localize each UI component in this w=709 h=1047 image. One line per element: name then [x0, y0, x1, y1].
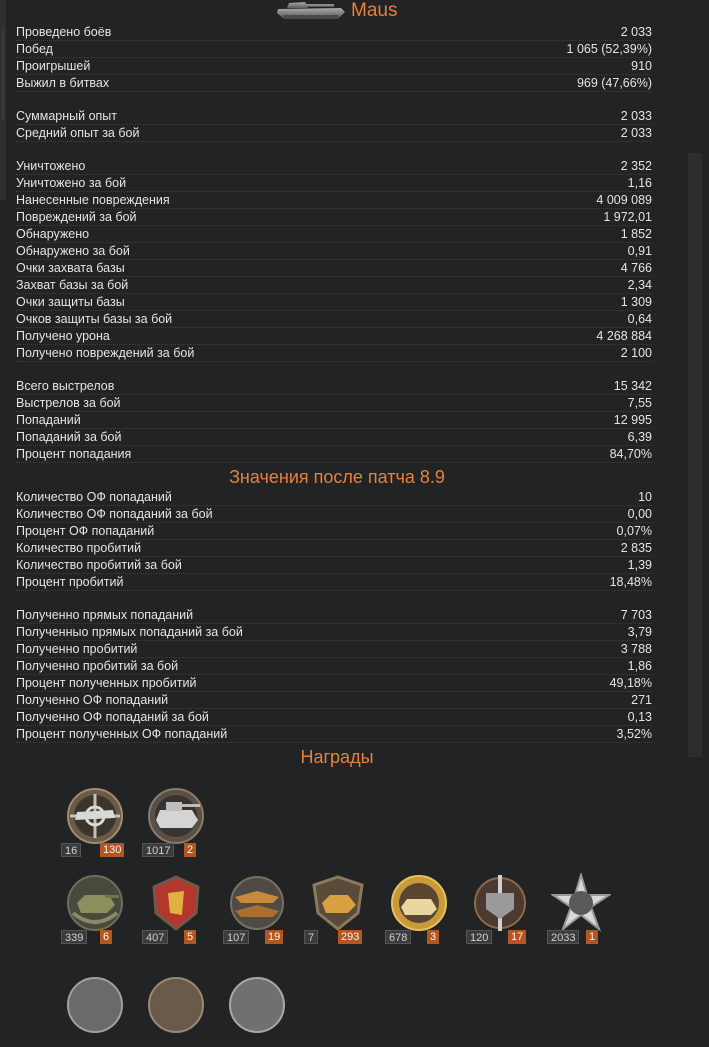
stat-row-rhe	[16, 692, 652, 709]
medal[interactable]	[60, 975, 130, 1047]
stat-row-losses	[16, 58, 652, 75]
stat-value: 6,39	[627, 430, 652, 444]
stat-value: 12 995	[613, 413, 652, 427]
stat-value: 1,16	[627, 176, 652, 190]
stat-label: Полученно пробитий	[16, 642, 138, 656]
silver-star-medal-icon	[551, 873, 611, 933]
stat-label: Количество ОФ попаданий за бой	[16, 507, 213, 521]
stat-value: 1 065 (52,39%)	[566, 42, 652, 56]
stat-row-total-xp	[16, 108, 652, 125]
stat-row-battles	[16, 24, 652, 41]
stat-value: 2,34	[627, 278, 652, 292]
stat-label: Проведено боёв	[16, 25, 112, 39]
stat-value: 7,55	[627, 396, 652, 410]
stat-value: 49,18%	[609, 676, 652, 690]
medal-badge: 293	[338, 930, 362, 944]
stat-row-damage-pb	[16, 209, 652, 226]
medal[interactable]	[384, 873, 454, 945]
stat-label: Количество пробитий за бой	[16, 558, 182, 572]
patch-heading: Значения после патча 8.9	[229, 467, 445, 487]
silver-medal-icon	[65, 975, 125, 1035]
medal-badge: 17	[508, 930, 526, 944]
stat-row-avg-xp	[16, 125, 652, 142]
gold-tank-medal-icon	[389, 873, 449, 933]
stat-row-he-hits	[16, 489, 652, 506]
medal-count: 16	[61, 843, 81, 857]
stat-row-he-hits-pb	[16, 506, 652, 523]
stat-row-hits-pb	[16, 429, 652, 446]
stat-label: Проигрышей	[16, 59, 91, 73]
stat-value: 0,00	[627, 507, 652, 521]
stat-label: Полученно ОФ попаданий	[16, 693, 169, 707]
stat-label: Попаданий	[16, 413, 81, 427]
stat-row-rpen	[16, 641, 652, 658]
medal-badge: 19	[265, 930, 283, 944]
stat-row-defense	[16, 294, 652, 311]
crossed-tanks-medal-icon	[227, 873, 287, 933]
stat-label: Полученно пробитий за бой	[16, 659, 179, 673]
stat-value: 4 766	[620, 261, 652, 275]
stat-row-survived	[16, 75, 652, 92]
stat-label: Количество пробитий	[16, 541, 142, 555]
silver-round-medal-icon	[227, 975, 287, 1035]
stat-label: Попаданий за бой	[16, 430, 122, 444]
stat-value: 2 835	[620, 541, 652, 555]
medal[interactable]	[60, 873, 130, 945]
stat-row-shots-pb	[16, 395, 652, 412]
stat-value: 0,13	[627, 710, 652, 724]
stat-row-capture	[16, 260, 652, 277]
stat-value: 3,79	[627, 625, 652, 639]
stat-row-rhe-pct	[16, 726, 652, 743]
stat-value: 2 352	[620, 159, 652, 173]
stat-value: 1 852	[620, 227, 652, 241]
medal-count: 407	[142, 930, 168, 944]
stat-label: Уничтожено	[16, 159, 86, 173]
stat-label: Полученно прямых попаданий	[16, 608, 194, 622]
stat-value: 84,70%	[609, 447, 652, 461]
stat-value: 15 342	[613, 379, 652, 393]
stat-label: Получено повреждений за бой	[16, 346, 195, 360]
stat-row-he-pct	[16, 523, 652, 540]
stat-value: 0,64	[627, 312, 652, 326]
stat-row-spotted	[16, 226, 652, 243]
medal[interactable]	[60, 786, 130, 858]
stat-row-pen	[16, 540, 652, 557]
stat-label: Средний опыт за бой	[16, 126, 140, 140]
stat-value: 2 033	[620, 126, 652, 140]
medal[interactable]	[222, 975, 292, 1047]
stat-row-pen-pb	[16, 557, 652, 574]
awards-heading: Награды	[300, 747, 374, 767]
stat-label: Выстрелов за бой	[16, 396, 121, 410]
medal[interactable]	[546, 873, 616, 945]
stat-label: Процент полученных пробитий	[16, 676, 197, 690]
stat-label: Полученныо прямых попаданий за бой	[16, 625, 243, 639]
medal-badge: 130	[100, 843, 124, 857]
tank-icon	[275, 0, 347, 22]
stat-label: Процент ОФ попаданий	[16, 524, 155, 538]
sword-wot-medal-icon	[470, 873, 530, 933]
stat-value: 0,07%	[616, 524, 652, 538]
medal-count: 2033	[547, 930, 579, 944]
medal[interactable]	[141, 975, 211, 1047]
stat-value: 1 309	[620, 295, 652, 309]
stat-row-rpen-pb	[16, 658, 652, 675]
medal[interactable]	[222, 873, 292, 945]
stat-row-hits	[16, 412, 652, 429]
left-scrollbar-thumb[interactable]	[2, 30, 4, 120]
medal-badge: 2	[184, 843, 196, 857]
stat-label: Захват базы за бой	[16, 278, 129, 292]
stat-label: Нанесенные повреждения	[16, 193, 170, 207]
stat-label: Очков защиты базы за бой	[16, 312, 173, 326]
medal-count: 7	[304, 930, 318, 944]
stat-value: 7 703	[620, 608, 652, 622]
stat-row-rhe-pb	[16, 709, 652, 726]
stat-value: 271	[631, 693, 652, 707]
stat-value: 2 033	[620, 25, 652, 39]
stat-label: Процент попадания	[16, 447, 132, 461]
stat-label: Процент полученных ОФ попаданий	[16, 727, 228, 741]
stat-label: Процент пробитий	[16, 575, 124, 589]
medal-count: 1017	[142, 843, 174, 857]
red-shield-medal-icon	[146, 873, 206, 933]
stat-label: Побед	[16, 42, 53, 56]
medal-count: 339	[61, 930, 87, 944]
medal-count: 107	[223, 930, 249, 944]
stat-row-defense-pb	[16, 311, 652, 328]
stat-row-hit-pct	[16, 446, 652, 463]
tank-shield-medal-icon	[308, 873, 368, 933]
stat-label: Обнаружено	[16, 227, 90, 241]
stat-row-pen-pct	[16, 574, 652, 591]
stat-row-shots	[16, 378, 652, 395]
stat-row-rpen-pct	[16, 675, 652, 692]
stat-row-rdirect	[16, 607, 652, 624]
stat-value: 3 788	[620, 642, 652, 656]
stat-label: Всего выстрелов	[16, 379, 115, 393]
stat-value: 0,91	[627, 244, 652, 258]
stat-row-received	[16, 328, 652, 345]
tank-wreath-medal-icon	[65, 873, 125, 933]
stat-label: Уничтожено за бой	[16, 176, 127, 190]
sniper-medal-icon	[65, 786, 125, 846]
stat-label: Обнаружено за бой	[16, 244, 130, 258]
medal-badge: 1	[586, 930, 598, 944]
stat-value: 1 972,01	[603, 210, 652, 224]
stat-value: 1,86	[627, 659, 652, 673]
stat-value: 18,48%	[609, 575, 652, 589]
medal[interactable]	[303, 873, 373, 945]
tank-title	[275, 0, 397, 22]
stat-value: 3,52%	[616, 727, 652, 741]
stat-row-received-pb	[16, 345, 652, 362]
stat-value: 10	[638, 490, 652, 504]
tank-name: Maus	[351, 0, 398, 21]
stat-row-destroyed	[16, 158, 652, 175]
stat-row-rdirect-pb	[16, 624, 652, 641]
medal-count: 120	[466, 930, 492, 944]
medal-badge: 5	[184, 930, 196, 944]
medal-count: 678	[385, 930, 411, 944]
stat-row-damage	[16, 192, 652, 209]
stat-label: Очки захвата базы	[16, 261, 125, 275]
tiger-tank-medal-icon	[146, 786, 206, 846]
medal-badge: 6	[100, 930, 112, 944]
stat-value: 2 100	[620, 346, 652, 360]
left-scrollbar[interactable]	[0, 0, 6, 200]
stat-label: Суммарный опыт	[16, 109, 118, 123]
stat-row-spotted-pb	[16, 243, 652, 260]
stat-label: Выжил в битвах	[16, 76, 110, 90]
stat-row-destroyed-pb	[16, 175, 652, 192]
right-scrollbar[interactable]	[688, 153, 702, 757]
stat-row-capture-pb	[16, 277, 652, 294]
stat-value: 910	[631, 59, 652, 73]
stat-label: Повреждений за бой	[16, 210, 137, 224]
medal[interactable]	[141, 786, 211, 858]
medal[interactable]	[465, 873, 535, 945]
stat-value: 1,39	[627, 558, 652, 572]
stat-row-wins	[16, 41, 652, 58]
stat-label: Очки защиты базы	[16, 295, 125, 309]
medal[interactable]	[141, 873, 211, 945]
bronze-medal-icon	[146, 975, 206, 1035]
stat-label: Количество ОФ попаданий	[16, 490, 172, 504]
stat-label: Получено урона	[16, 329, 110, 343]
stat-value: 969 (47,66%)	[576, 76, 652, 90]
medal-badge: 3	[427, 930, 439, 944]
stat-value: 4 009 089	[596, 193, 652, 207]
stat-value: 4 268 884	[596, 329, 652, 343]
stat-label: Полученно ОФ попаданий за бой	[16, 710, 209, 724]
stat-value: 2 033	[620, 109, 652, 123]
